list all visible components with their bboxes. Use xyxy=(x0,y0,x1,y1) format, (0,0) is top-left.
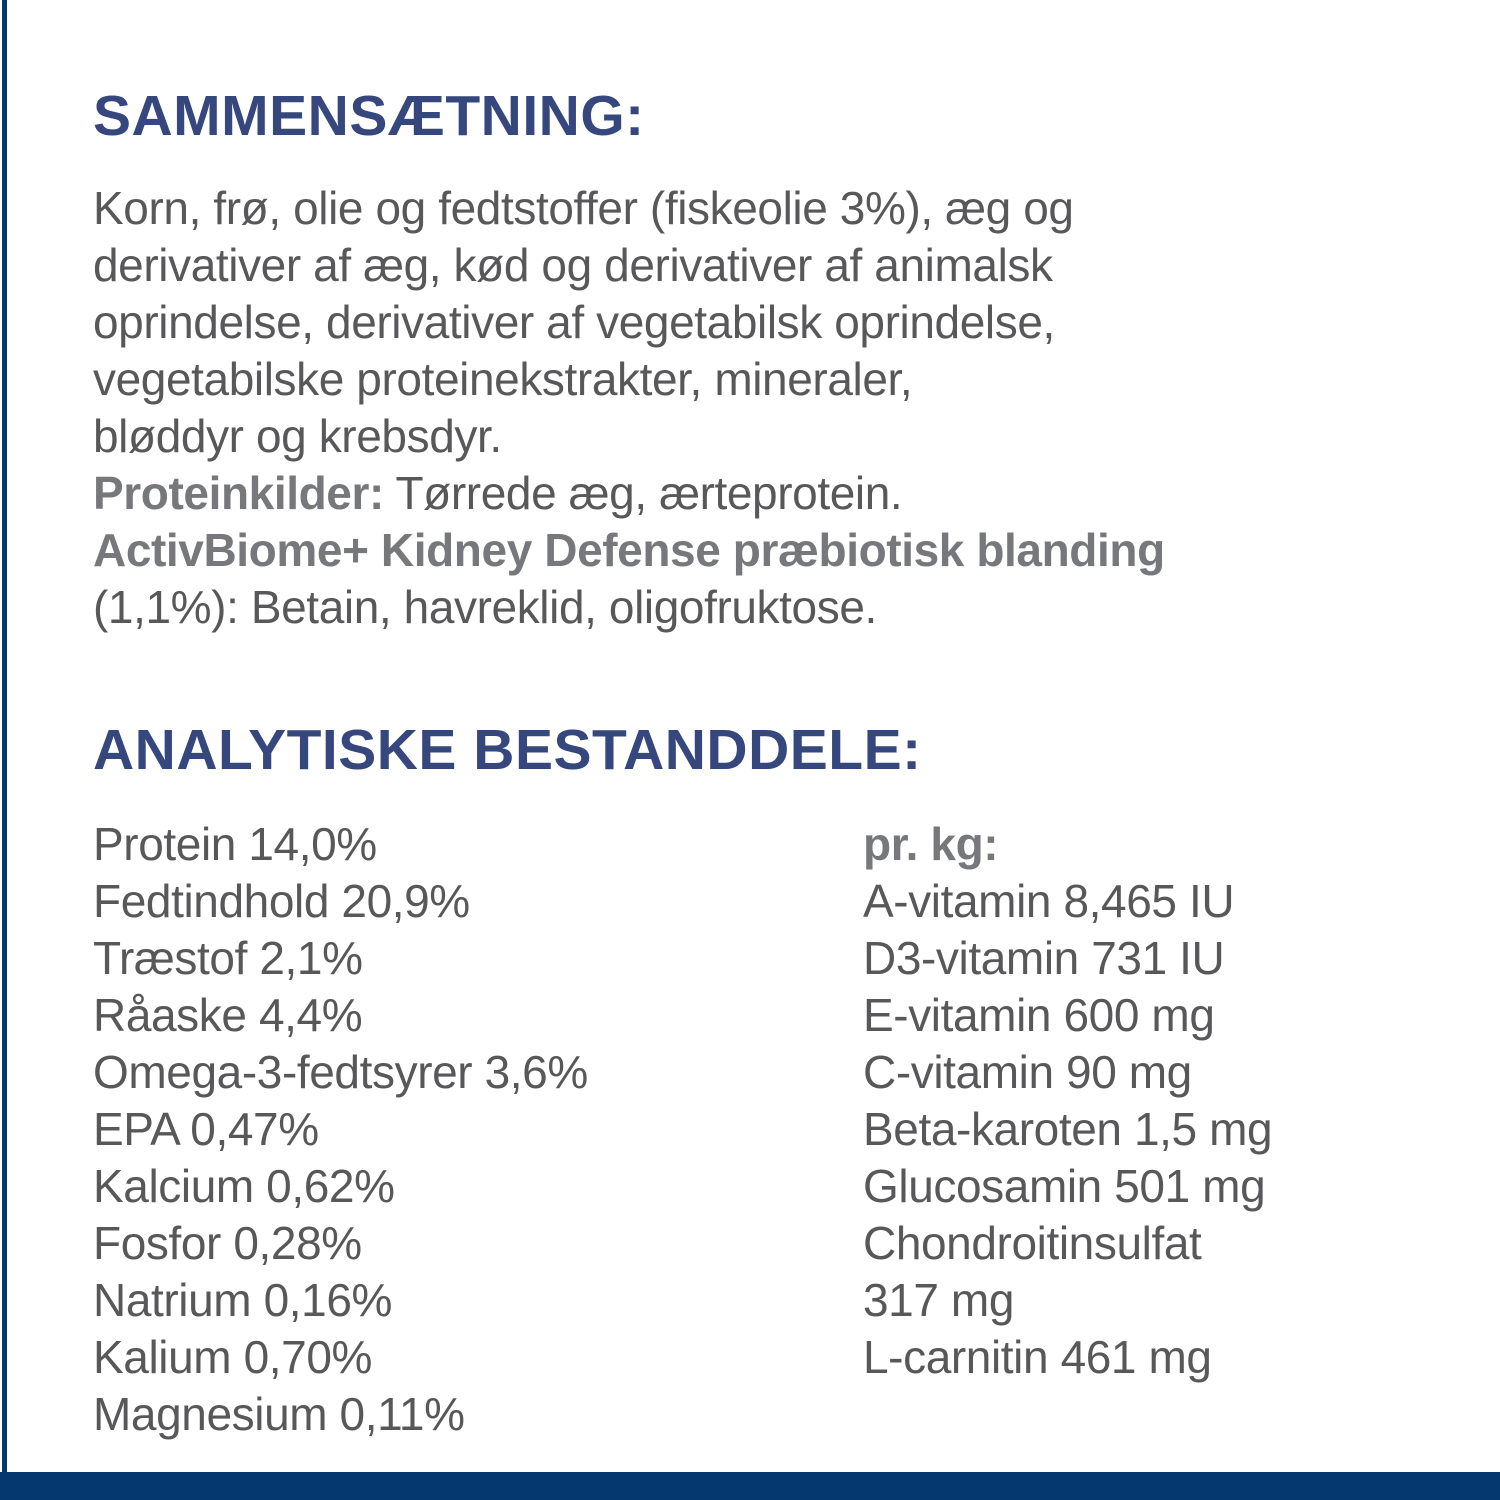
analytical-item: L-carnitin 461 mg xyxy=(863,1331,1212,1383)
analytical-left-column xyxy=(93,816,863,1443)
analytical-item: Protein 14,0% xyxy=(93,818,377,870)
activbiome-label: ActivBiome+ Kidney Defense præbiotisk blanding xyxy=(93,524,1165,576)
composition-line: vegetabilske proteinekstrakter, mineraler, xyxy=(93,353,913,405)
analytical-item: Råaske 4,4% xyxy=(93,989,363,1041)
composition-line: derivativer af æg, kød og derivativer af animalsk xyxy=(93,239,1053,291)
analytical-heading: ANALYTISKE BESTANDDELE: xyxy=(93,718,922,782)
composition-ingredient-lines xyxy=(93,180,1463,465)
activbiome-text: (1,1%): Betain, havreklid, oligofruktose. xyxy=(93,581,877,633)
label-content xyxy=(93,86,1463,1443)
protein-sources-label: Proteinkilder: xyxy=(93,467,384,519)
composition-line: Korn, frø, olie og fedtstoffer (fiskeolie 3%), æg og xyxy=(93,182,1074,234)
composition-line: oprindelse, derivativer af vegetabilsk oprindelse, xyxy=(93,296,1055,348)
analytical-item: Fedtindhold 20,9% xyxy=(93,875,470,927)
analytical-item: Beta-karoten 1,5 mg xyxy=(863,1103,1273,1155)
analytical-right-column xyxy=(863,816,1463,1443)
composition-line: bløddyr og krebsdyr. xyxy=(93,410,502,462)
protein-sources-text: Tørrede æg, ærteprotein. xyxy=(383,467,903,519)
bottom-accent-bar xyxy=(0,1472,1500,1500)
analytical-item: E-vitamin 600 mg xyxy=(863,989,1215,1041)
composition-paragraph xyxy=(93,180,1463,636)
analytical-item: Magnesium 0,11% xyxy=(93,1388,465,1440)
analytical-right-items xyxy=(863,873,1463,1386)
analytical-item: A-vitamin 8,465 IU xyxy=(863,875,1235,927)
analytical-item: 317 mg xyxy=(863,1274,1015,1326)
analytical-item: D3-vitamin 731 IU xyxy=(863,932,1225,984)
analytical-item: Kalium 0,70% xyxy=(93,1331,373,1383)
analytical-columns xyxy=(93,816,1463,1443)
analytical-item: Chondroitinsulfat xyxy=(863,1217,1202,1269)
analytical-item: Træstof 2,1% xyxy=(93,932,363,984)
protein-sources-line xyxy=(93,465,1463,522)
analytical-item: Omega-3-fedtsyrer 3,6% xyxy=(93,1046,588,1098)
analytical-item: C-vitamin 90 mg xyxy=(863,1046,1192,1098)
per-kg-label: pr. kg: xyxy=(863,818,999,870)
analytical-item: Natrium 0,16% xyxy=(93,1274,393,1326)
left-accent-rule xyxy=(2,0,7,1474)
analytical-item: Glucosamin 501 mg xyxy=(863,1160,1266,1212)
analytical-item: EPA 0,47% xyxy=(93,1103,319,1155)
analytical-item: Kalcium 0,62% xyxy=(93,1160,395,1212)
composition-heading: SAMMENSÆTNING: xyxy=(93,84,645,148)
analytical-item: Fosfor 0,28% xyxy=(93,1217,362,1269)
